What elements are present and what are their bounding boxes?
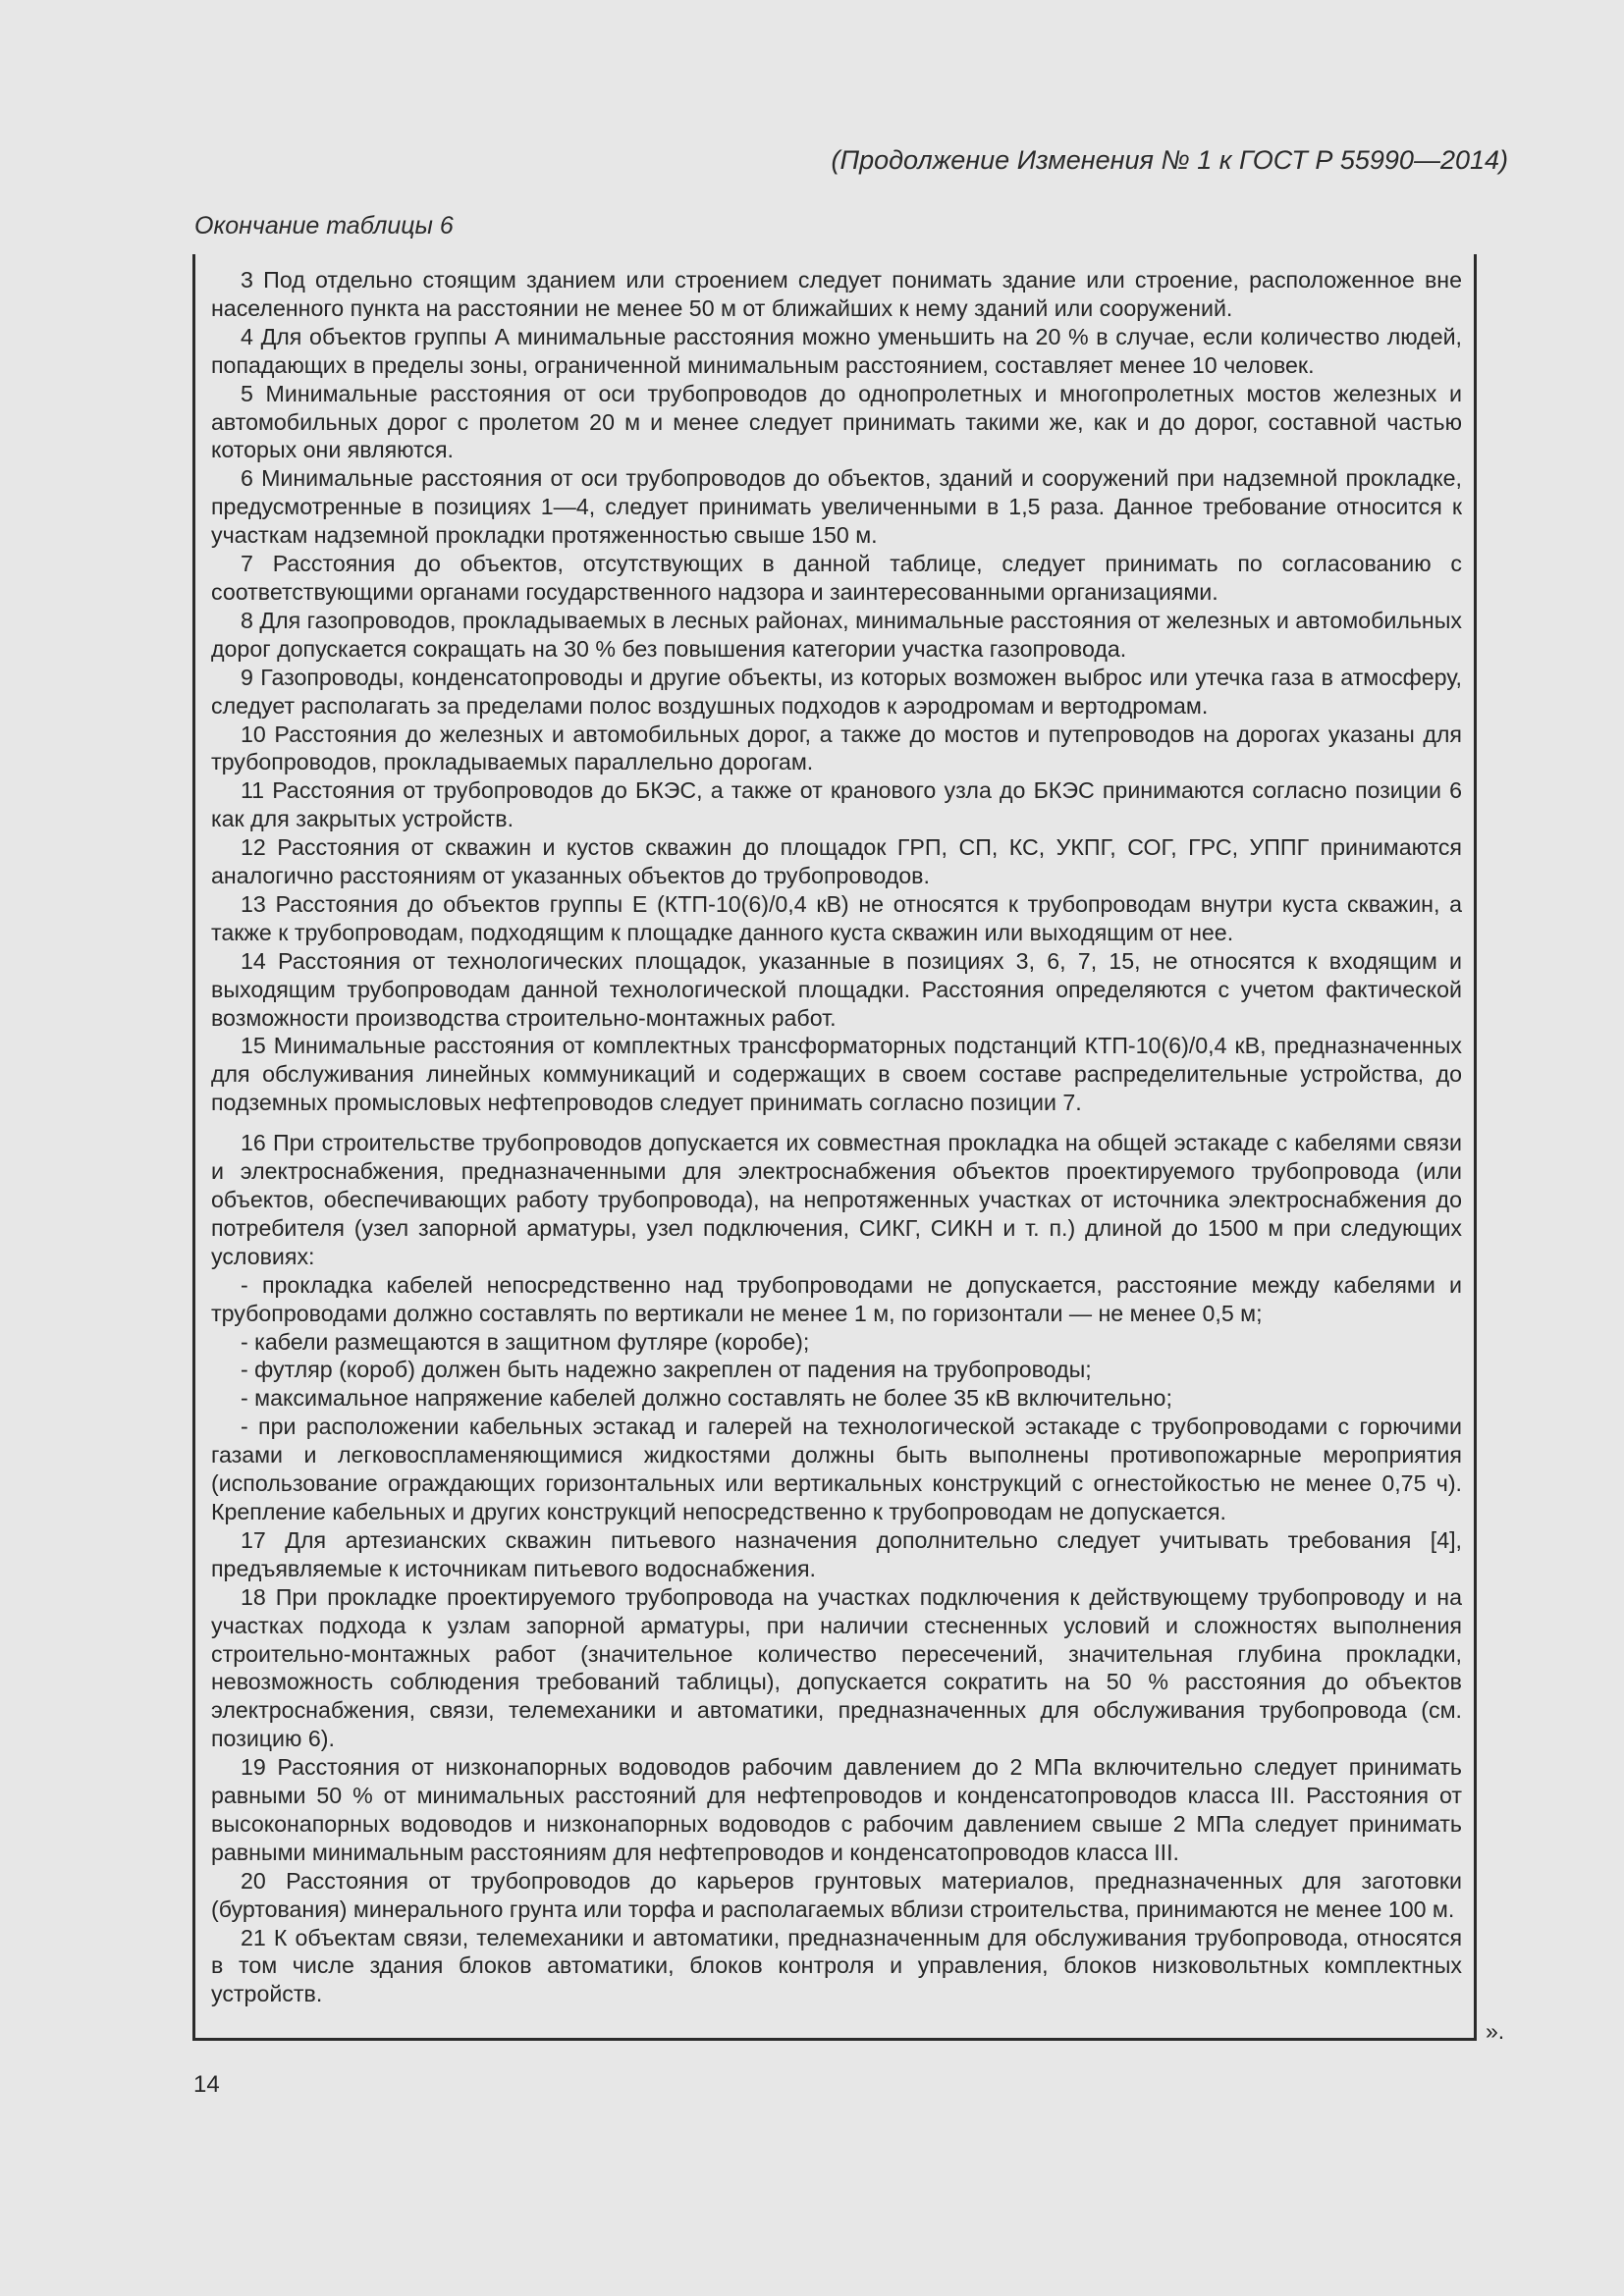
note-8: 8 Для газопроводов, прокладываемых в лесных районах, минимальные расстояния от железных и автомобильных дорог допускается сокращать на 30 % без повышения категории участка газопровода. xyxy=(211,607,1462,662)
closing-quote: ». xyxy=(1486,2018,1505,2044)
note-16-item: - футляр (короб) должен быть надежно закреплен от падения на трубопроводы; xyxy=(241,1357,1092,1383)
note-13: 13 Расстояния до объектов группы Е (КТП-10(6)/0,4 кВ) не относятся к трубопроводам внутри куста скважин, а также к трубопроводам, подходящим к площадке данного куста скважин или выходящим от нее. xyxy=(211,890,1462,945)
note-18: 18 При прокладке проектируемого трубопровода на участках подключения к действующему трубопроводу и на участках подхода к узлам запорной арматуры, при наличии стесненных условий и сложностях выполнения строительно-монтажных работ (значительное количество пересечений, значительная глубина прокладки, невозможность соблюдения требований таблицы), допускается сократить на 50 % расстояния до объектов электроснабжения, связи, телемеханики и автоматики, предназначенных для обслуживания трубопровода (см. позицию 6). xyxy=(211,1583,1462,1752)
note-16-item: - кабели размещаются в защитном футляре (коробе); xyxy=(241,1328,810,1355)
note-19: 19 Расстояния от низконапорных водоводов рабочим давлением до 2 МПа включительно следует принимать равными 50 % от минимальных расстояний для нефтепроводов и конденсатопроводов класса III. Расстояния от высоконапорных водоводов и низконапорных водоводов с рабочим давлением свыше 2 МПа следует принимать равными минимальным расстояниям для нефтепроводов и конденсатопроводов класса III. xyxy=(211,1754,1462,1865)
page-number: 14 xyxy=(193,2071,220,2098)
note-9: 9 Газопроводы, конденсатопроводы и другие объекты, из которых возможен выброс или утечка газа в атмосферу, следует располагать за пределами полос воздушных подходов к аэродромам и вертодромам. xyxy=(211,664,1462,719)
note-16-item: - прокладка кабелей непосредственно над трубопроводами не допускается, расстояние между кабелями и трубопроводами должно составлять по вертикали не менее 1 м, по горизонтали — не менее 0,5 м; xyxy=(211,1271,1462,1326)
note-16-item: - при расположении кабельных эстакад и галерей на технологической эстакаде с трубопроводами с горючими газами и легковоспламеняющимися жидкостями должны быть выполнены противопожарные мероприятия (использование ограждающих горизонтальных или вертикальных конструкций с огнестойкостью не менее 0,75 ч). Крепление кабельных и других конструкций непосредственно к трубопроводам не допускается. xyxy=(211,1414,1462,1524)
note-21: 21 К объектам связи, телемеханики и автоматики, предназначенным для обслуживания трубопровода, относятся в том числе здания блоков автоматики, блоков контроля и управления, блоков низковольтных комплектных устройств. xyxy=(211,1924,1462,2007)
note-10: 10 Расстояния до железных и автомобильных дорог, а также до мостов и путепроводов на дорогах указаны для трубопроводов, прокладываемых параллельно дорогам. xyxy=(211,721,1462,775)
document-header: (Продолжение Изменения № 1 к ГОСТ Р 55990—2014) xyxy=(831,145,1508,175)
table-caption: Окончание таблицы 6 xyxy=(194,212,454,240)
note-12: 12 Расстояния от скважин и кустов скважин до площадок ГРП, СП, КС, УКПГ, СОГ, ГРС, УППГ принимаются аналогично расстояниям от указанных объектов до трубопроводов. xyxy=(211,834,1462,889)
note-15: 15 Минимальные расстояния от комплектных трансформаторных подстанций КТП-10(6)/0,4 кВ, предназначенных для обслуживания линейных коммуникаций и содержащих в своем составе распределительные устройства, до подземных промысловых нефтепроводов следует принимать согласно позиции 7. xyxy=(211,1033,1462,1116)
note-16-intro: 16 При строительстве трубопроводов допускается их совместная прокладка на общей эстакаде с кабелями связи и электроснабжения, предназначенными для электроснабжения объектов проектируемого трубопровода (или объектов, обеспечивающих работу трубопровода), на непротяженных участках от источника электроснабжения до потребителя (узел запорной арматуры, узел подключения, СИКГ, СИКН и т. п.) длиной до 1500 м при следующих условиях: xyxy=(211,1130,1462,1269)
table-notes xyxy=(211,266,1462,2008)
note-11: 11 Расстояния от трубопроводов до БКЭС, а также от кранового узла до БКЭС принимаются согласно позиции 6 как для закрытых устройств. xyxy=(211,777,1462,832)
note-6: 6 Минимальные расстояния от оси трубопроводов до объектов, зданий и сооружений при надземной прокладке, предусмотренные в позициях 1—4, следует принимать увеличенными в 1,5 раза. Данное требование относится к участкам надземной прокладки протяженностью свыше 150 м. xyxy=(211,465,1462,549)
note-14: 14 Расстояния от технологических площадок, указанные в позициях 3, 6, 7, 15, не относятся к входящим и выходящим трубопроводам данной технологической площадки. Расстояния определяются с учетом фактической возможности производства строительно-монтажных работ. xyxy=(211,947,1462,1031)
note-16-item: - максимальное напряжение кабелей должно составлять не более 35 кВ включительно; xyxy=(241,1385,1172,1412)
note-5: 5 Минимальные расстояния от оси трубопроводов до однопролетных и многопролетных мостов железных и автомобильных дорог с пролетом 20 м и менее следует принимать такими же, как и до дорог, составной частью которых они являются. xyxy=(211,380,1462,463)
note-20: 20 Расстояния от трубопроводов до карьеров грунтовых материалов, предназначенных для заготовки (буртования) минерального грунта или торфа и располагаемых вблизи строительства, принимаются не менее 100 м. xyxy=(211,1867,1462,1922)
note-3: 3 Под отдельно стоящим зданием или строением следует понимать здание или строение, расположенное вне населенного пункта на расстоянии не менее 50 м от ближайших к нему зданий или сооружений. xyxy=(211,267,1462,321)
note-4: 4 Для объектов группы А минимальные расстояния можно уменьшить на 20 % в случае, если количество людей, попадающих в пределы зоны, ограниченной минимальным расстоянием, составляет менее 10 человек. xyxy=(211,323,1462,378)
note-17: 17 Для артезианских скважин питьевого назначения дополнительно следует учитывать требования [4], предъявляемые к источникам питьевого водоснабжения. xyxy=(211,1526,1462,1581)
note-7: 7 Расстояния до объектов, отсутствующих в данной таблице, следует принимать по согласованию с соответствующими органами государственного надзора и заинтересованными организациями. xyxy=(211,551,1462,605)
